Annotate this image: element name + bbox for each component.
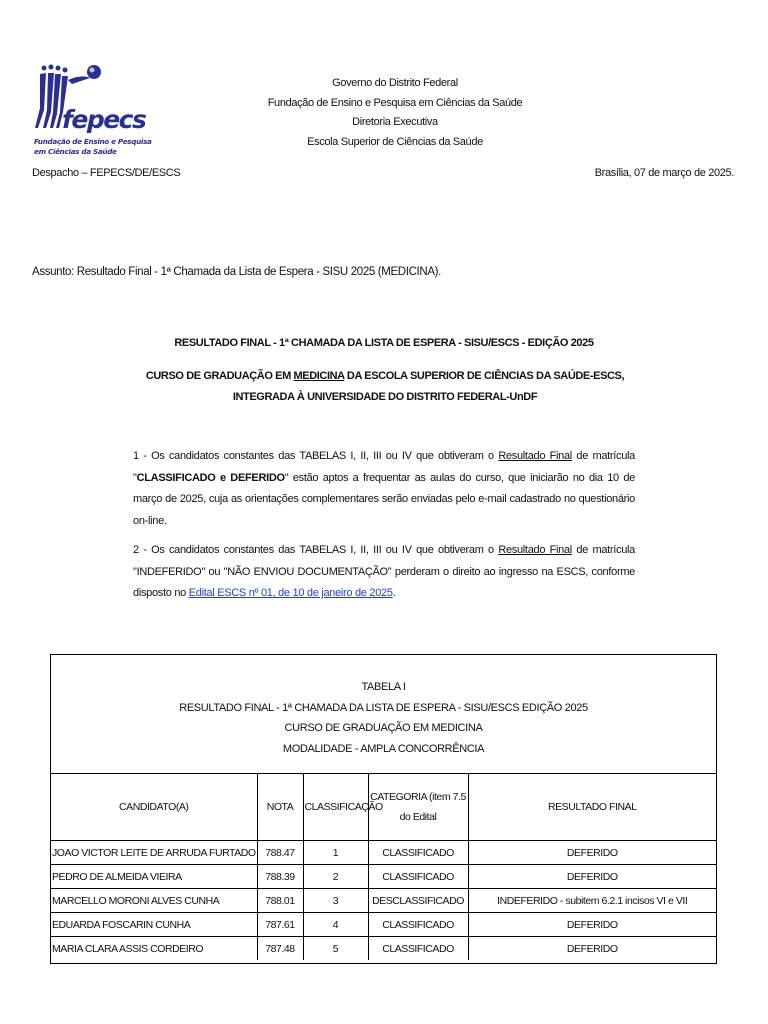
course-title-medicina: MEDICINA <box>293 370 345 382</box>
candidate-result: INDEFERIDO - subitem 6.2.1 incisos VI e VII <box>468 889 716 913</box>
logo-subtitle-line1: Fundação de Ensino e Pesquisa <box>34 137 152 146</box>
table-row <box>51 937 716 961</box>
paragraph-1-part1: 1 - Os candidatos constantes das TABELAS I, II, III ou IV que obtiveram o <box>133 450 499 462</box>
table-row <box>51 841 716 865</box>
table-subtitle-course: CURSO DE GRADUAÇÃO EM MEDICINA <box>284 722 483 734</box>
fepecs-logo-mark <box>32 62 152 162</box>
candidate-name: JOAO VICTOR LEITE DE ARRUDA FURTADO <box>51 841 257 865</box>
candidate-result: DEFERIDO <box>468 937 716 961</box>
table-header-row <box>51 773 716 841</box>
header-line-directorate: Diretoria Executiva <box>352 116 438 128</box>
candidate-score: 787.48 <box>257 937 303 961</box>
paragraph-2-resultado-final: Resultado Final <box>498 544 572 556</box>
candidate-result: DEFERIDO <box>468 841 716 865</box>
candidate-name: PEDRO DE ALMEIDA VIEIRA <box>51 865 257 889</box>
results-table <box>50 654 717 964</box>
table-subtitle-result: RESULTADO FINAL - 1ª CHAMADA DA LISTA DE ESPERA - SISU/ESCS EDIÇÃO 2025 <box>179 701 588 714</box>
candidate-rank: 5 <box>303 937 368 961</box>
column-header-candidato: CANDIDATO(A) <box>51 773 257 841</box>
candidate-score: 787.61 <box>257 913 303 937</box>
course-title-part2: DA ESCOLA SUPERIOR DE CIÊNCIAS DA SAÚDE-ESCS, INTEGRADA À UNIVERSIDADE DO DISTRITO FEDERAL-UnDF <box>232 370 625 403</box>
candidate-rank: 4 <box>303 913 368 937</box>
paragraph-1-part2: de matrícula " <box>133 450 635 484</box>
despacho-reference: Despacho – FEPECS/DE/ESCS <box>32 167 181 179</box>
candidate-result: DEFERIDO <box>468 913 716 937</box>
logo-brand-text: fepecs <box>62 105 146 134</box>
result-title: RESULTADO FINAL - 1ª CHAMADA DA LISTA DE ESPERA - SISU/ESCS - EDIÇÃO 2025 <box>174 337 594 349</box>
candidate-score: 788.39 <box>257 865 303 889</box>
candidate-category: CLASSIFICADO <box>368 913 468 937</box>
results-grid <box>51 773 716 960</box>
candidate-score: 788.01 <box>257 889 303 913</box>
paragraph-2-part2: de matrícula "INDEFERIDO" ou "NÃO ENVIOU DOCUMENTAÇÃO" perderam o direito ao ingresso na ESCS, conforme disposto no <box>133 544 635 599</box>
paragraph-2 <box>133 540 635 605</box>
document-date: Brasília, 07 de março de 2025. <box>594 167 734 179</box>
paragraph-1-part3: " estão aptos a frequentar as aulas do curso, que iniciarão no dia 10 de março de 2025, cuja as orientações complementares serão enviadas pelo e-mail cadastrado no questionário on-line. <box>133 471 635 527</box>
candidate-rank: 1 <box>303 841 368 865</box>
candidate-rank: 2 <box>303 865 368 889</box>
table-title: TABELA I <box>361 681 406 693</box>
candidate-score: 788.47 <box>257 841 303 865</box>
fepecs-logo <box>32 62 152 162</box>
subject-line: Assunto: Resultado Final - 1ª Chamada da Lista de Espera - SISU 2025 (MEDICINA). <box>32 266 441 278</box>
table-subtitle-modality: MODALIDADE - AMPLA CONCORRÊNCIA <box>282 742 485 755</box>
header-line-school: Escola Superior de Ciências da Saúde <box>307 135 483 148</box>
paragraph-1-classificado-deferido: CLASSIFICADO e DEFERIDO <box>136 471 285 484</box>
header-line-foundation: Fundação de Ensino e Pesquisa em Ciências da Saúde <box>267 96 523 109</box>
column-header-nota: NOTA <box>257 773 303 841</box>
paragraph-2-part3: . <box>392 587 396 599</box>
column-header-classificacao: CLASSIFICAÇÃO <box>303 773 368 841</box>
candidate-category: CLASSIFICADO <box>368 841 468 865</box>
candidate-category: CLASSIFICADO <box>368 865 468 889</box>
table-row <box>51 913 716 937</box>
column-header-resultado-final: RESULTADO FINAL <box>468 773 716 841</box>
course-title-part1: CURSO DE GRADUAÇÃO EM <box>145 370 294 382</box>
candidate-category: DESCLASSIFICADO <box>368 889 468 913</box>
paragraph-1-resultado-final: Resultado Final <box>498 450 572 462</box>
paragraph-1 <box>133 446 635 532</box>
candidate-result: DEFERIDO <box>468 865 716 889</box>
candidate-name: EDUARDA FOSCARIN CUNHA <box>51 913 257 937</box>
header-line-government: Governo do Distrito Federal <box>332 77 458 89</box>
table-row <box>51 865 716 889</box>
table-row <box>51 889 716 913</box>
candidate-category: CLASSIFICADO <box>368 937 468 961</box>
column-header-categoria: CATEGORIA (item 7.5 do Edital <box>368 773 468 841</box>
table-title-block <box>51 655 716 774</box>
candidate-name: MARIA CLARA ASSIS CORDEIRO <box>51 937 257 961</box>
course-title <box>130 366 640 408</box>
document-header <box>230 74 560 152</box>
candidate-rank: 3 <box>303 889 368 913</box>
logo-subtitle-line2: em Ciências da Saúde <box>34 147 117 156</box>
candidate-name: MARCELLO MORONI ALVES CUNHA <box>51 889 257 913</box>
paragraph-2-part1: 2 - Os candidatos constantes das TABELAS I, II, III ou IV que obtiveram o <box>133 544 499 556</box>
edital-link[interactable]: Edital ESCS nº 01, de 10 de janeiro de 2025 <box>188 587 393 599</box>
